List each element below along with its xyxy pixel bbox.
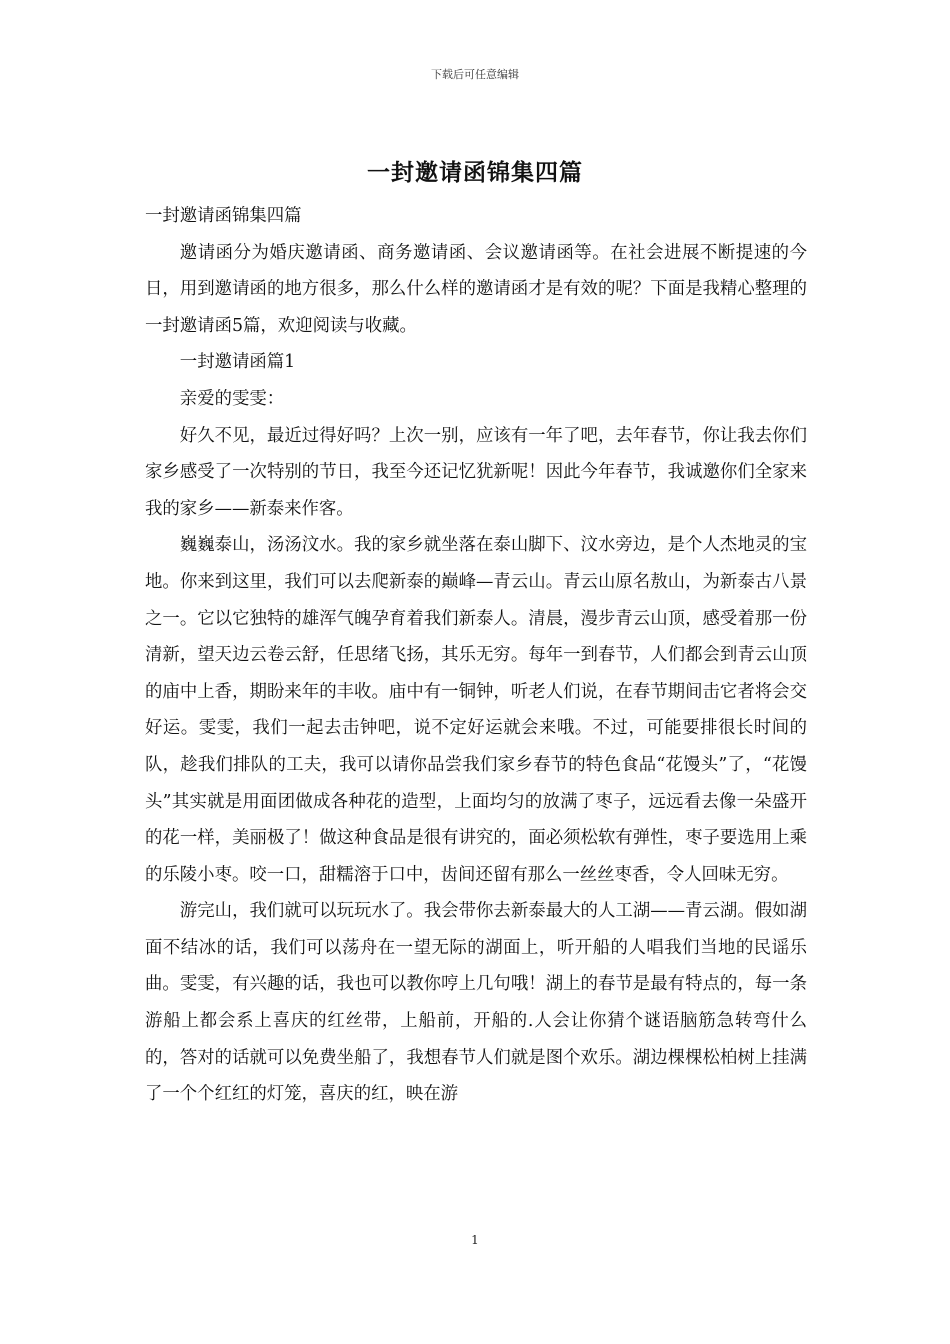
paragraph-lake: 游完山，我们就可以玩玩水了。我会带你去新泰最大的人工湖——青云湖。假如湖面不结冰的话，我们可以荡舟在一望无际的湖面上，听开船的人唱我们当地的民谣乐曲。雯雯，有兴趣的话，我也可以教你哼上几句哦！湖上的春节是最有特点的，每一条游船上都会系上喜庆的红丝带，上船前，开船的.人会让你猜个谜语脑筋急转弯什么的，答对的话就可以免费坐船了，我想春节人们就是图个欢乐。湖边棵棵松柏树上挂满了一个个红红的灯笼，喜庆的红，映在游 <box>145 901 807 1105</box>
paragraph-mountain: 巍巍泰山，汤汤汶水。我的家乡就坐落在泰山脚下、汶水旁边，是个人杰地灵的宝地。你来到这里，我们可以去爬新泰的巅峰—青云山。青云山原名敖山，为新泰古八景之一。它以它独特的雄浑气魄孕育着我们新泰人。清晨，漫步青云山顶，感受着那一份清新，望天边云卷云舒，任思绪飞扬，其乐无穷。每年一到春节，人们都会到青云山顶的庙中上香，期盼来年的丰收。庙中有一铜钟，听老人们说，在春节期间击它者将会交好运。雯雯，我们一起去击钟吧，说不定好运就会来哦。不过，可能要排很长时间的队，趁我们排队的工夫，我可以请你品尝我们家乡春节的特色食品“花馒头”了，“花馒头”其实就是用面团做成各种花的造型，上面均匀的放满了枣子，远远看去像一朵盛开的花一样，美丽极了！做这种食品是很有讲究的，面必须松软有弹性，枣子要选用上乘的乐陵小枣。咬一口，甜糯溶于口中，齿间还留有那么一丝丝枣香，令人回味无穷。 <box>145 535 807 885</box>
salutation: 亲爱的雯雯： <box>179 388 285 409</box>
subtitle-line: 一封邀请函锦集四篇 <box>145 206 302 226</box>
header-note: 下载后可任意编辑 <box>431 68 519 81</box>
page-number: 1 <box>471 1233 479 1247</box>
section-heading: 一封邀请函篇1 <box>179 352 296 373</box>
document-body <box>145 198 807 1113</box>
paragraph-greeting: 好久不见，最近过得好吗？上次一别，应该有一年了吧，去年春节，你让我去你们家乡感受了一次特别的节日，我至今还记忆犹新呢！因此今年春节，我诚邀你们全家来我的家乡——新泰来作客。 <box>145 425 807 519</box>
paragraph-intro: 邀请函分为婚庆邀请函、商务邀请函、会议邀请函等。在社会进展不断提速的今日，用到邀请函的地方很多，那么什么样的邀请函才是有效的呢？下面是我精心整理的一封邀请函5篇，欢迎阅读与收藏。 <box>145 242 807 336</box>
document-title: 一封邀请函锦集四篇 <box>367 159 583 186</box>
